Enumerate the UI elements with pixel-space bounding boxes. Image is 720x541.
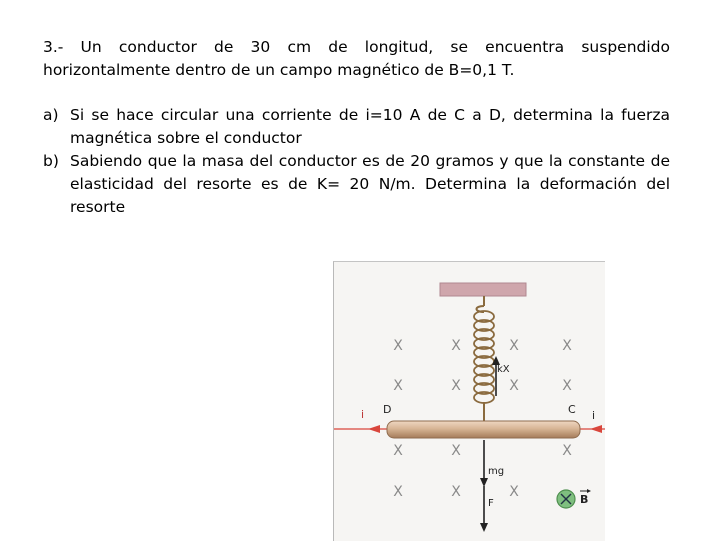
field-marks xyxy=(393,338,572,500)
problem-intro: 3.- Un conductor de 30 cm de longitud, se encuentra suspendido horizontalmente dentro de un campo magnético de B=0,1 T. xyxy=(43,38,670,79)
field-x-mark: X xyxy=(562,338,572,354)
part-a xyxy=(43,104,670,150)
field-x-mark: X xyxy=(509,338,519,354)
field-x-mark: X xyxy=(393,484,403,500)
part-a-text: Si se hace circular una corriente de i=10 A de C a D, determina la fuerza magnética sobre el conductor xyxy=(70,106,670,147)
field-x-mark: X xyxy=(562,378,572,394)
field-x-mark: X xyxy=(393,378,403,394)
part-b-label: b) xyxy=(43,152,59,170)
ceiling-support xyxy=(440,283,526,296)
field-x-mark: X xyxy=(451,443,461,459)
field-x-mark: X xyxy=(451,338,461,354)
field-x-mark: X xyxy=(451,378,461,394)
field-x-mark: X xyxy=(509,378,519,394)
problem-statement xyxy=(43,36,670,219)
field-x-mark: X xyxy=(393,443,403,459)
spring-force-label: kX xyxy=(497,364,510,375)
current-arrow-right xyxy=(590,425,602,433)
field-x-mark: X xyxy=(393,338,403,354)
field-x-mark: X xyxy=(562,443,572,459)
field-x-mark: X xyxy=(451,484,461,500)
part-b xyxy=(43,150,670,219)
field-indicator xyxy=(557,489,591,508)
current-label-right: i xyxy=(592,409,596,422)
figure-svg xyxy=(334,262,605,541)
current-label-left: i xyxy=(361,408,365,421)
field-label: B xyxy=(580,493,589,506)
weight-arrow xyxy=(480,440,488,487)
end-label-d: D xyxy=(383,403,392,416)
spring xyxy=(474,296,494,428)
conductor-rod xyxy=(387,421,580,438)
end-label-c: C xyxy=(568,403,576,416)
field-x-mark: X xyxy=(509,484,519,500)
current-arrow-left xyxy=(368,425,380,433)
magnetic-force-label: F xyxy=(488,498,494,509)
weight-label: mg xyxy=(488,466,505,477)
part-b-text: Sabiendo que la masa del conductor es de 20 gramos y que la constante de elasticidad del resorte es de K= 20 N/m. Determina la deformación del resorte xyxy=(70,152,670,216)
part-a-label: a) xyxy=(43,106,59,124)
magnetic-force-arrow xyxy=(480,486,488,532)
physics-figure xyxy=(333,261,605,541)
